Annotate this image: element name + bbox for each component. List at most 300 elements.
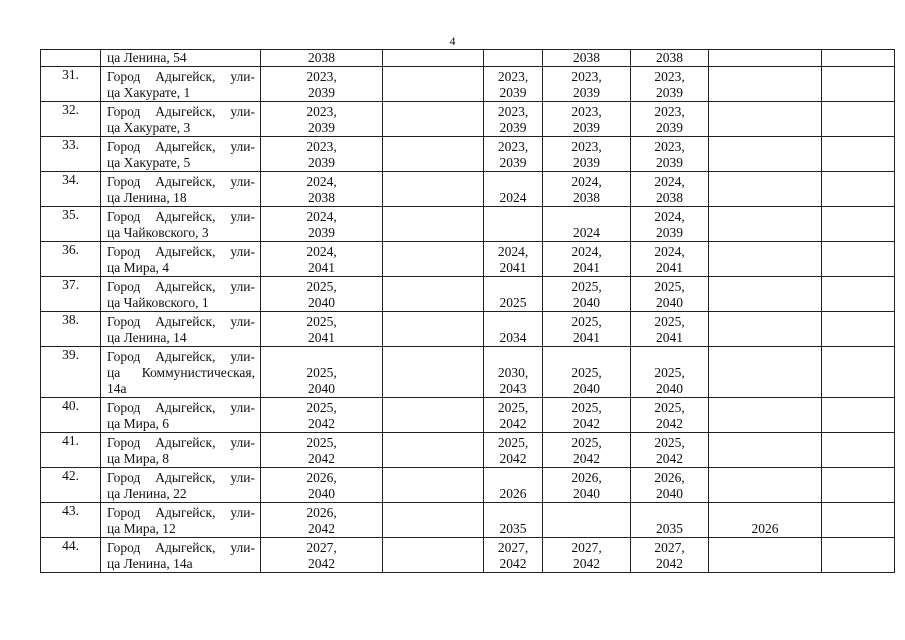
- year-value: 2026: [499, 486, 527, 501]
- year-cell-col5: [484, 312, 543, 347]
- year-cell-col8: [709, 503, 822, 538]
- table-row: [41, 538, 895, 573]
- year-value: 2024,: [306, 174, 337, 189]
- year-cell-col6: [543, 207, 631, 242]
- table-row: [41, 312, 895, 347]
- row-number-text: 40.: [62, 398, 79, 413]
- year-cell-col9: [822, 503, 895, 538]
- year-cell-col7: [631, 50, 709, 67]
- row-number: [41, 468, 101, 503]
- year-cell-col3: [261, 312, 383, 347]
- year-cell-col4: [383, 398, 484, 433]
- address-cell: [101, 398, 261, 433]
- year-value: 2024,: [571, 174, 602, 189]
- row-number: [41, 503, 101, 538]
- year-cell-col9: [822, 242, 895, 277]
- year-cell-col4: [383, 538, 484, 573]
- address-line: ца Чайковского, 3: [107, 225, 209, 240]
- year-value: 2023,: [497, 104, 529, 119]
- row-number-text: 37.: [62, 277, 79, 292]
- year-cell-col3: [261, 137, 383, 172]
- year-cell-col4: [383, 102, 484, 137]
- year-value: 2025,: [306, 279, 337, 294]
- year-cell-col6: [543, 242, 631, 277]
- year-cell-col8: [709, 398, 822, 433]
- address-line: ца Ленина, 22: [107, 486, 187, 501]
- year-value: 2042: [499, 451, 527, 466]
- address-line: ца Мира, 6: [107, 416, 170, 431]
- year-cell-col7: [631, 242, 709, 277]
- year-value: 2023,: [654, 139, 685, 154]
- address-line: ца Чайковского, 1: [107, 295, 209, 310]
- year-value: 2039: [656, 225, 683, 240]
- year-value: 2027,: [654, 540, 685, 555]
- address-line: Город Адыгейск, ули-: [107, 69, 255, 84]
- row-number-text: 32.: [62, 102, 79, 117]
- year-value: 2041: [499, 260, 527, 275]
- year-cell-col7: [631, 277, 709, 312]
- year-cell-col5: [484, 347, 543, 398]
- year-cell-col3: [261, 277, 383, 312]
- table-row: [41, 50, 895, 67]
- year-cell-col9: [822, 137, 895, 172]
- year-value: 2026: [751, 521, 779, 536]
- year-cell-col5: [484, 538, 543, 573]
- year-cell-col4: [383, 433, 484, 468]
- year-cell-col8: [709, 102, 822, 137]
- year-cell-col6: [543, 347, 631, 398]
- year-cell-col5: [484, 50, 543, 67]
- year-value: 2026,: [306, 470, 337, 485]
- year-cell-col3: [261, 102, 383, 137]
- year-cell-col4: [383, 67, 484, 102]
- row-number: [41, 347, 101, 398]
- year-cell-col8: [709, 312, 822, 347]
- address-cell: [101, 277, 261, 312]
- year-value: 2042: [308, 556, 335, 571]
- address-line: ца Коммунистическая,: [107, 365, 255, 380]
- table-row: [41, 137, 895, 172]
- year-cell-col6: [543, 538, 631, 573]
- address-line: Город Адыгейск, ули-: [107, 400, 255, 415]
- address-cell: [101, 67, 261, 102]
- year-value: 2042: [573, 451, 600, 466]
- year-cell-col6: [543, 102, 631, 137]
- year-value: 2040: [573, 381, 600, 396]
- year-value: 2023,: [571, 139, 602, 154]
- year-value: 2023,: [306, 104, 337, 119]
- year-cell-col9: [822, 277, 895, 312]
- year-value: 2024,: [306, 244, 337, 259]
- year-cell-col4: [383, 242, 484, 277]
- row-number: [41, 67, 101, 102]
- row-number-text: 35.: [62, 207, 79, 222]
- row-number-text: 31.: [62, 67, 79, 82]
- year-value: 2040: [308, 295, 335, 310]
- address-line: ца Ленина, 14: [107, 330, 187, 345]
- year-value: 2039: [573, 155, 600, 170]
- table-row: [41, 398, 895, 433]
- year-cell-col7: [631, 102, 709, 137]
- year-cell-col6: [543, 277, 631, 312]
- address-line: ца Хакурате, 3: [107, 120, 191, 135]
- year-cell-col6: [543, 503, 631, 538]
- year-value: 2042: [308, 451, 335, 466]
- year-value: 2025,: [571, 365, 602, 380]
- year-cell-col8: [709, 242, 822, 277]
- table-row: [41, 433, 895, 468]
- table-row: [41, 102, 895, 137]
- year-cell-col5: [484, 503, 543, 538]
- year-value: 2025,: [571, 435, 602, 450]
- year-cell-col3: [261, 67, 383, 102]
- address-line: ца Хакурате, 1: [107, 85, 191, 100]
- address-line: Город Адыгейск, ули-: [107, 505, 255, 520]
- address-cell: [101, 137, 261, 172]
- address-cell: [101, 242, 261, 277]
- address-line: Город Адыгейск, ули-: [107, 470, 255, 485]
- year-value: 2023,: [654, 69, 685, 84]
- year-cell-col5: [484, 277, 543, 312]
- year-value: 2042: [573, 556, 600, 571]
- year-value: 2041: [656, 330, 683, 345]
- year-value: 2042: [656, 556, 683, 571]
- year-cell-col6: [543, 433, 631, 468]
- year-cell-col9: [822, 102, 895, 137]
- year-cell-col7: [631, 398, 709, 433]
- year-value: 2025,: [654, 365, 685, 380]
- year-value: 2023,: [571, 69, 602, 84]
- year-value: 2024,: [497, 244, 529, 259]
- year-cell-col8: [709, 468, 822, 503]
- year-value: 2039: [499, 120, 527, 135]
- year-value: 2025,: [571, 279, 602, 294]
- row-number-text: 39.: [62, 347, 79, 362]
- year-cell-col8: [709, 207, 822, 242]
- address-cell: [101, 433, 261, 468]
- row-number: [41, 102, 101, 137]
- year-value: 2027,: [571, 540, 602, 555]
- year-cell-col3: [261, 538, 383, 573]
- year-cell-col8: [709, 137, 822, 172]
- year-cell-col5: [484, 207, 543, 242]
- year-value: 2042: [308, 416, 335, 431]
- table-row: [41, 347, 895, 398]
- year-cell-col7: [631, 503, 709, 538]
- address-cell: [101, 468, 261, 503]
- table-row: [41, 67, 895, 102]
- year-cell-col3: [261, 207, 383, 242]
- year-cell-col8: [709, 50, 822, 67]
- year-cell-col9: [822, 468, 895, 503]
- year-value: 2023,: [497, 139, 529, 154]
- row-number-text: 36.: [62, 242, 79, 257]
- year-cell-col7: [631, 137, 709, 172]
- address-line: ца Ленина, 54: [107, 50, 187, 65]
- year-value: 2024,: [306, 209, 337, 224]
- address-cell: [101, 207, 261, 242]
- year-cell-col6: [543, 50, 631, 67]
- year-cell-col4: [383, 468, 484, 503]
- row-number-text: 33.: [62, 137, 79, 152]
- year-cell-col8: [709, 277, 822, 312]
- year-cell-col5: [484, 433, 543, 468]
- address-line: ца Ленина, 14а: [107, 556, 193, 571]
- year-value: 2024,: [571, 244, 602, 259]
- year-value: 2042: [499, 416, 527, 431]
- year-value: 2038: [656, 190, 683, 205]
- address-line: Город Адыгейск, ули-: [107, 349, 255, 364]
- year-value: 2039: [656, 85, 683, 100]
- address-line: Город Адыгейск, ули-: [107, 139, 255, 154]
- year-value: 2035: [656, 521, 683, 536]
- year-cell-col6: [543, 137, 631, 172]
- year-cell-col6: [543, 468, 631, 503]
- year-value: 2025,: [654, 279, 685, 294]
- year-cell-col4: [383, 503, 484, 538]
- year-value: 2039: [656, 120, 683, 135]
- address-line: Город Адыгейск, ули-: [107, 209, 255, 224]
- address-cell: [101, 312, 261, 347]
- year-cell-col8: [709, 433, 822, 468]
- year-value: 2023,: [497, 69, 529, 84]
- year-value: 2038: [573, 190, 600, 205]
- address-line: Город Адыгейск, ули-: [107, 174, 255, 189]
- year-value: 2025,: [654, 400, 685, 415]
- row-number: [41, 50, 101, 67]
- year-value: 2040: [656, 295, 683, 310]
- year-value: 2025,: [654, 435, 685, 450]
- year-cell-col3: [261, 468, 383, 503]
- row-number: [41, 242, 101, 277]
- year-cell-col5: [484, 398, 543, 433]
- year-cell-col3: [261, 50, 383, 67]
- year-cell-col7: [631, 172, 709, 207]
- year-cell-col7: [631, 207, 709, 242]
- year-value: 2024,: [654, 174, 685, 189]
- year-value: 2041: [308, 260, 335, 275]
- row-number: [41, 398, 101, 433]
- year-value: 2042: [499, 556, 527, 571]
- row-number: [41, 137, 101, 172]
- page-number: 4: [449, 34, 456, 48]
- row-number: [41, 277, 101, 312]
- year-cell-col9: [822, 347, 895, 398]
- year-cell-col9: [822, 172, 895, 207]
- year-cell-col9: [822, 67, 895, 102]
- year-value: 2040: [573, 486, 600, 501]
- table-row: [41, 207, 895, 242]
- address-line: ца Мира, 4: [107, 260, 170, 275]
- table-row: [41, 277, 895, 312]
- year-cell-col8: [709, 538, 822, 573]
- year-value: 2024: [499, 190, 527, 205]
- table-row: [41, 503, 895, 538]
- year-value: 2039: [308, 85, 335, 100]
- year-value: 2025,: [306, 314, 337, 329]
- year-cell-col7: [631, 468, 709, 503]
- year-cell-col9: [822, 50, 895, 67]
- row-number: [41, 433, 101, 468]
- row-number-text: 34.: [62, 172, 79, 187]
- year-cell-col6: [543, 312, 631, 347]
- year-value: 2030,: [497, 365, 529, 380]
- year-value: 2040: [573, 295, 600, 310]
- year-value: 2026,: [654, 470, 685, 485]
- table-body: [41, 50, 895, 573]
- year-value: 2042: [308, 521, 335, 536]
- year-value: 2039: [499, 155, 527, 170]
- year-value: 2038: [308, 50, 335, 65]
- year-value: 2039: [308, 225, 335, 240]
- year-cell-col5: [484, 102, 543, 137]
- year-cell-col7: [631, 312, 709, 347]
- year-cell-col7: [631, 433, 709, 468]
- year-value: 2025,: [306, 400, 337, 415]
- address-line: Город Адыгейск, ули-: [107, 435, 255, 450]
- year-cell-col3: [261, 347, 383, 398]
- year-value: 2040: [308, 486, 335, 501]
- year-cell-col3: [261, 172, 383, 207]
- address-cell: [101, 538, 261, 573]
- year-value: 2025: [499, 295, 527, 310]
- row-number: [41, 207, 101, 242]
- year-cell-col9: [822, 538, 895, 573]
- address-line: Город Адыгейск, ули-: [107, 279, 255, 294]
- year-cell-col3: [261, 398, 383, 433]
- address-line: ца Хакурате, 5: [107, 155, 191, 170]
- address-cell: [101, 503, 261, 538]
- year-value: 2025,: [306, 365, 337, 380]
- year-cell-col4: [383, 347, 484, 398]
- table-row: [41, 468, 895, 503]
- address-line: Город Адыгейск, ули-: [107, 104, 255, 119]
- year-cell-col7: [631, 347, 709, 398]
- year-cell-col4: [383, 172, 484, 207]
- year-cell-col3: [261, 433, 383, 468]
- address-line: ца Мира, 12: [107, 521, 176, 536]
- year-cell-col4: [383, 207, 484, 242]
- year-value: 2024: [573, 225, 600, 240]
- year-value: 2027,: [497, 540, 529, 555]
- address-line: Город Адыгейск, ули-: [107, 540, 255, 555]
- year-cell-col5: [484, 172, 543, 207]
- row-number-text: 41.: [62, 433, 79, 448]
- row-number-text: 43.: [62, 503, 79, 518]
- year-value: 2042: [656, 416, 683, 431]
- year-value: 2024,: [654, 209, 685, 224]
- year-value: 2041: [573, 260, 600, 275]
- year-value: 2041: [656, 260, 683, 275]
- year-cell-col5: [484, 67, 543, 102]
- year-value: 2025,: [497, 400, 529, 415]
- year-value: 2039: [656, 155, 683, 170]
- year-value: 2025,: [306, 435, 337, 450]
- year-value: 2035: [499, 521, 527, 536]
- year-cell-col5: [484, 468, 543, 503]
- address-cell: [101, 347, 261, 398]
- row-number-text: 38.: [62, 312, 79, 327]
- address-line: ца Мира, 8: [107, 451, 170, 466]
- year-value: 2025,: [571, 314, 602, 329]
- address-line: ца Ленина, 18: [107, 190, 187, 205]
- year-value: 2024,: [654, 244, 685, 259]
- year-value: 2039: [499, 85, 527, 100]
- year-cell-col4: [383, 312, 484, 347]
- year-value: 2034: [499, 330, 527, 345]
- row-number-text: 42.: [62, 468, 79, 483]
- year-cell-col6: [543, 398, 631, 433]
- table-row: [41, 172, 895, 207]
- year-cell-col3: [261, 503, 383, 538]
- year-value: 2023,: [571, 104, 602, 119]
- year-value: 2041: [308, 330, 335, 345]
- row-number: [41, 538, 101, 573]
- capital-repair-schedule-table: [40, 49, 895, 573]
- year-value: 2038: [573, 50, 600, 65]
- year-cell-col8: [709, 172, 822, 207]
- year-value: 2040: [656, 381, 683, 396]
- year-value: 2039: [573, 120, 600, 135]
- year-cell-col9: [822, 433, 895, 468]
- year-value: 2025,: [654, 314, 685, 329]
- year-value: 2038: [656, 50, 683, 65]
- year-cell-col4: [383, 50, 484, 67]
- year-value: 2040: [656, 486, 683, 501]
- address-cell: [101, 102, 261, 137]
- year-value: 2043: [499, 381, 527, 396]
- year-value: 2038: [308, 190, 335, 205]
- year-cell-col8: [709, 67, 822, 102]
- year-cell-col9: [822, 207, 895, 242]
- year-value: 2023,: [306, 139, 337, 154]
- row-number: [41, 172, 101, 207]
- year-value: 2041: [573, 330, 600, 345]
- year-value: 2040: [308, 381, 335, 396]
- year-value: 2027,: [306, 540, 337, 555]
- year-value: 2026,: [571, 470, 602, 485]
- table-row: [41, 242, 895, 277]
- year-cell-col9: [822, 312, 895, 347]
- row-number: [41, 312, 101, 347]
- year-cell-col7: [631, 538, 709, 573]
- year-cell-col5: [484, 242, 543, 277]
- year-value: 2039: [308, 155, 335, 170]
- year-value: 2025,: [571, 400, 602, 415]
- year-value: 2039: [573, 85, 600, 100]
- year-value: 2042: [656, 451, 683, 466]
- row-number-text: 44.: [62, 538, 79, 553]
- year-value: 2026,: [306, 505, 337, 520]
- year-cell-col5: [484, 137, 543, 172]
- year-cell-col7: [631, 67, 709, 102]
- address-line: Город Адыгейск, ули-: [107, 314, 255, 329]
- year-cell-col3: [261, 242, 383, 277]
- year-cell-col9: [822, 398, 895, 433]
- address-cell: [101, 172, 261, 207]
- address-cell: [101, 50, 261, 67]
- year-cell-col4: [383, 277, 484, 312]
- year-cell-col6: [543, 67, 631, 102]
- year-value: 2023,: [654, 104, 685, 119]
- address-line: 14а: [107, 381, 127, 396]
- year-cell-col4: [383, 137, 484, 172]
- year-value: 2042: [573, 416, 600, 431]
- year-cell-col8: [709, 347, 822, 398]
- year-value: 2025,: [497, 435, 529, 450]
- year-cell-col6: [543, 172, 631, 207]
- address-line: Город Адыгейск, ули-: [107, 244, 255, 259]
